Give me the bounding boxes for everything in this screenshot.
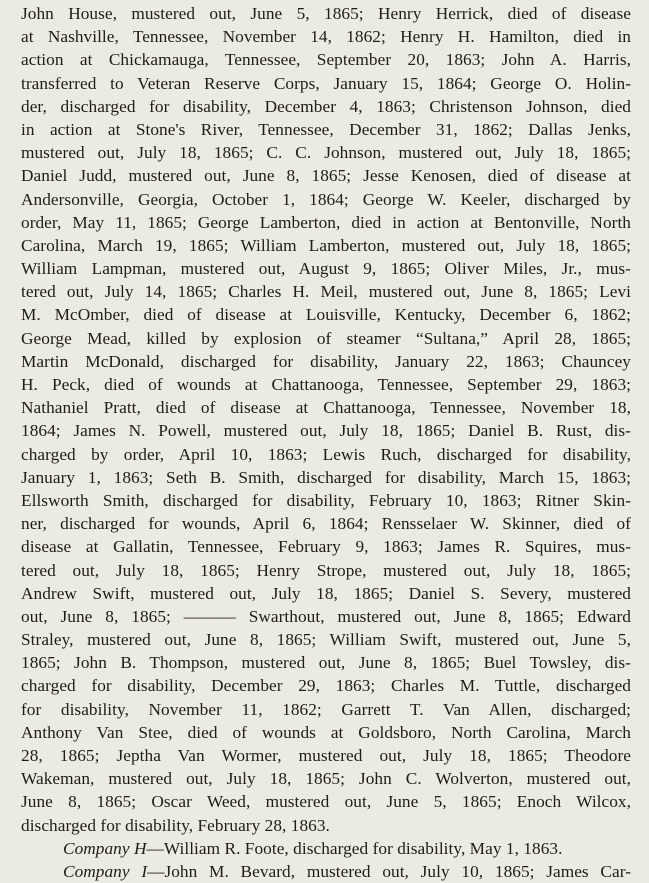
text-line: Andersonville, Georgia, October 1, 1864; George W. Keeler, discharged by [21,189,631,209]
company-i-entry [21,860,631,883]
text-line: tered out, July 14, 1865; Charles H. Meil, mustered out, June 8, 1865; Levi [21,282,631,302]
text-line: Martin McDonald, discharged for disability, January 22, 1863; Chauncey [21,351,631,371]
text-line: 1865; John B. Thompson, mustered out, June 8, 1865; Buel Towsley, dis- [21,653,631,673]
company-h-label: Company H [63,838,147,858]
text-line: order, May 11, 1865; George Lamberton, died in action at Bentonville, North [21,212,631,232]
text-line: tered out, July 18, 1865; Henry Strope, mustered out, July 18, 1865; [21,560,631,580]
text-line: Andrew Swift, mustered out, July 18, 1865; Daniel S. Severy, mustered [21,583,631,603]
text-line: June 8, 1865; Oscar Weed, mustered out, June 5, 1865; Enoch Wilcox, [21,792,631,812]
company-i-text: —John M. Bevard, mustered out, July 10, 1865; James Car- [147,861,631,881]
company-h-text: —William R. Foote, discharged for disability, May 1, 1863. [146,838,563,858]
text-line: at Nashville, Tennessee, November 14, 1862; Henry H. Hamilton, died in [21,27,631,47]
text-line: for disability, November 11, 1862; Garrett T. Van Allen, discharged; [21,699,631,719]
text-line: George Mead, killed by explosion of steamer “Sultana,” April 28, 1865; [21,328,631,348]
text-line: Anthony Van Stee, died of wounds at Goldsboro, North Carolina, March [21,722,631,742]
text-line: charged for disability, December 29, 1863; Charles M. Tuttle, discharged [21,676,631,696]
text-line: charged by order, April 10, 1863; Lewis Ruch, discharged for disability, [21,444,631,464]
text-line: ner, discharged for wounds, April 6, 1864; Rensselaer W. Skinner, died of [21,514,631,534]
text-line: Nathaniel Pratt, died of disease at Chattanooga, Tennessee, November 18, [21,398,631,418]
text-line: Straley, mustered out, June 8, 1865; William Swift, mustered out, June 5, [21,630,631,650]
text-line: Daniel Judd, mustered out, June 8, 1865; Jesse Kenosen, died of disease at [21,166,631,186]
text-line: M. McOmber, died of disease at Louisville, Kentucky, December 6, 1862; [21,305,631,325]
text-line: H. Peck, died of wounds at Chattanooga, Tennessee, September 29, 1863; [21,375,631,394]
text-line: der, discharged for disability, December 4, 1863; Christenson Johnson, died [21,96,631,116]
text-line: 28, 1865; Jeptha Van Wormer, mustered out, July 18, 1865; Theodore [21,746,631,765]
text-line: Ellsworth Smith, discharged for disability, February 10, 1863; Ritner Skin- [21,490,631,510]
text-line: John House, mustered out, June 5, 1865; Henry Herrick, died of disease [21,4,631,23]
text-line: transferred to Veteran Reserve Corps, January 15, 1864; George O. Holin- [21,73,631,93]
text-line: disease at Gallatin, Tennessee, February 9, 1863; James R. Squires, mus- [21,537,631,557]
text-line: Wakeman, mustered out, July 18, 1865; John C. Wolverton, mustered out, [21,769,631,789]
text-line: Carolina, March 19, 1865; William Lamberton, mustered out, July 18, 1865; [21,235,631,255]
text-line: in action at Stone's River, Tennessee, December 31, 1862; Dallas Jenks, [21,119,631,139]
text-block [21,2,631,883]
text-line: William Lampman, mustered out, August 9, 1865; Oliver Miles, Jr., mus- [21,259,631,279]
company-i-label: Company I [63,861,148,881]
text-line: mustered out, July 18, 1865; C. C. Johnson, mustered out, July 18, 1865; [21,143,631,163]
company-h-entry [21,837,631,860]
text-line: discharged for disability, February 28, 1863. [21,815,330,835]
text-line: action at Chickamauga, Tennessee, September 20, 1863; John A. Harris, [21,50,631,70]
text-line: January 1, 1863; Seth B. Smith, discharged for disability, March 15, 1863; [21,467,631,487]
text-line: 1864; James N. Powell, mustered out, July 18, 1865; Daniel B. Rust, dis- [21,421,631,441]
text-line: out, June 8, 1865; ——— Swarthout, mustered out, June 8, 1865; Edward [21,606,631,626]
